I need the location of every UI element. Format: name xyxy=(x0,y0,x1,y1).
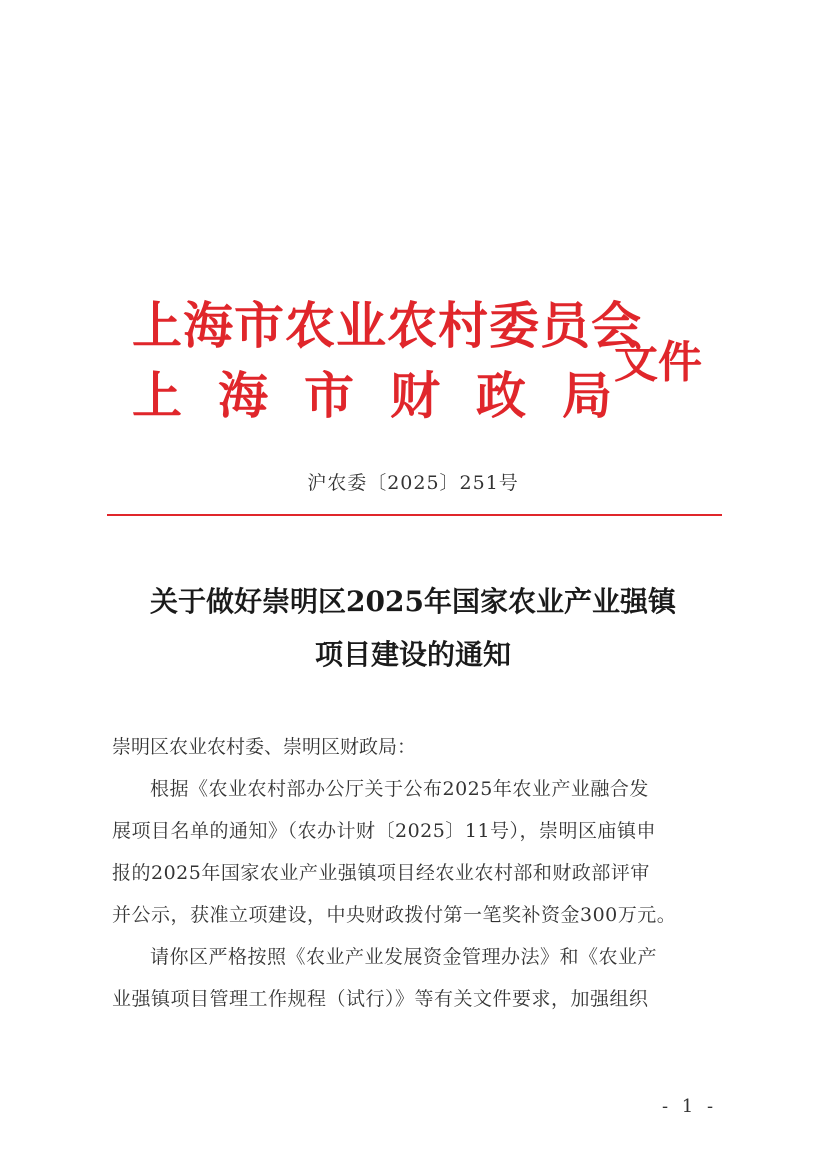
issuer-finance-bureau xyxy=(132,356,612,428)
issuer-char: 市 xyxy=(304,366,354,425)
body-paragraph-line: 并公示，获准立项建设，中央财政拨付第一笔奖补资金300万元。 xyxy=(112,904,677,926)
red-divider-line xyxy=(107,514,722,516)
body-paragraph-line: 根据《农业农村部办公厅关于公布2025年农业产业融合发 xyxy=(150,778,649,800)
issuer-char: 政 xyxy=(476,366,526,425)
document-type-label: 文件 xyxy=(614,337,702,388)
document-title-line-2: 项目建设的通知 xyxy=(314,638,511,671)
document-number: 沪农委〔2025〕251号 xyxy=(307,472,519,494)
body-paragraph-line: 展项目名单的通知》（农办计财〔2025〕11号），崇明区庙镇申 xyxy=(112,820,657,842)
issuer-agriculture-committee: 上海市农业农村委员会 xyxy=(132,296,642,355)
issuer-char: 海 xyxy=(218,366,268,425)
issuer-char: 局 xyxy=(562,366,612,425)
page-number: - 1 - xyxy=(662,1096,718,1117)
document-title-line-1: 关于做好崇明区2025年国家农业产业强镇 xyxy=(150,585,676,618)
body-paragraph-line: 报的2025年国家农业产业强镇项目经农业农村部和财政部评审 xyxy=(112,862,650,884)
salutation: 崇明区农业农村委、崇明区财政局： xyxy=(112,736,417,758)
issuer-char: 财 xyxy=(390,366,440,425)
body-paragraph-line: 请你区严格按照《农业产业发展资金管理办法》和《农业产 xyxy=(150,946,658,968)
body-paragraph-line: 业强镇项目管理工作规程（试行）》等有关文件要求，加强组织 xyxy=(112,988,649,1010)
issuer-char: 上 xyxy=(132,366,182,425)
